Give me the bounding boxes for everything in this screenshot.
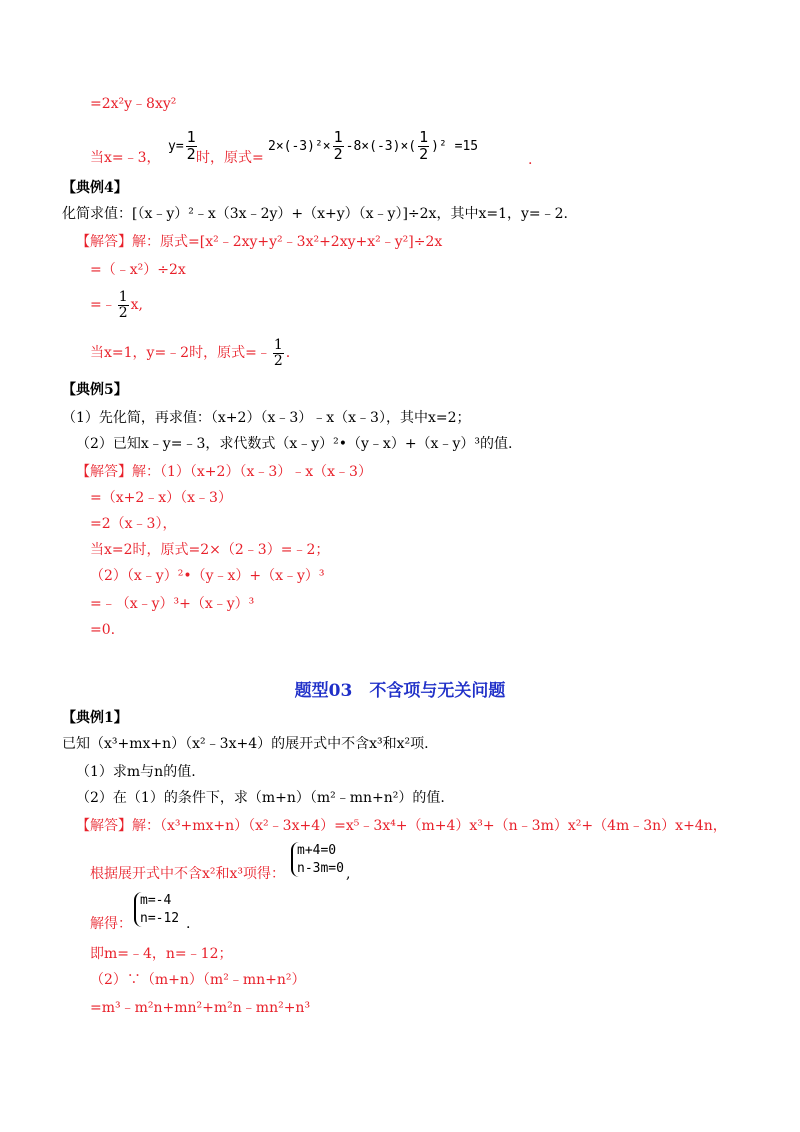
y-value-expression — [168, 130, 199, 163]
example-5-answer-line: =2（x﹣3）， — [90, 516, 177, 532]
comma: , — [346, 866, 351, 882]
example-4-heading: 【典例4】 — [62, 180, 128, 196]
example-5-heading: 【典例5】 — [62, 382, 128, 398]
example-1-question: 已知（x³+mx+n）（x²﹣3x+4）的展开式中不含x³和x²项. — [62, 736, 429, 752]
example-1-answer-line: 根据展开式中不含x²和x³项得： — [90, 866, 286, 882]
example-4-answer-line: =（﹣x²）÷2x — [90, 262, 186, 278]
system-equation: n=-12 — [140, 910, 180, 926]
example-5-answer-line: 【解答】解：（1）（x+2）（x﹣3）﹣x（x﹣3） — [76, 464, 372, 480]
example-1-answer-line: 解得： — [90, 916, 132, 932]
fraction-one-half: $\frac{1}{2}$ — [118, 289, 128, 321]
example-4-answer-line — [90, 290, 143, 320]
fraction-one-half: $\frac{1}{2}$ — [186, 128, 196, 163]
system-equation: m=-4 — [140, 893, 172, 908]
substitution-condition: 当x=﹣3， — [90, 150, 161, 166]
example-5-question-2: （2）已知x﹣y=﹣3，求代数式（x﹣y）²•（y﹣x）+（x﹣y）³的值. — [76, 436, 513, 452]
example-1-subquestion-1: （1）求m与n的值. — [76, 764, 196, 780]
eval-part-2: -8×(-3)×( — [345, 138, 417, 154]
evaluation-expression — [268, 130, 478, 163]
fraction-one-half: $\frac{1}{2}$ — [419, 128, 429, 163]
period: . — [186, 916, 191, 932]
equation-system-2 — [134, 892, 179, 927]
example-5-question-1: （1）先化简，再求值：（x+2）（x﹣3）﹣x（x﹣3），其中x=2； — [62, 410, 471, 426]
result-text: 当x=1，y=﹣2时，原式=﹣ — [90, 345, 271, 362]
neg-sign: =﹣ — [90, 297, 116, 314]
example-1-heading: 【典例1】 — [62, 710, 128, 726]
example-1-answer-line: 【解答】解：（x³+mx+n）（x²﹣3x+4）=x⁵﹣3x⁴+（m+4）x³+（n﹣3m）x²+（4m﹣3n）x+4n， — [76, 818, 727, 834]
section-title: 题型03 不含项与无关问题 — [294, 681, 506, 701]
example-4-answer-line: 【解答】解：原式=[x²﹣2xy+y²﹣3x²+2xy+x²﹣y²]÷2x — [76, 234, 443, 250]
example-5-answer-line: =﹣（x﹣y）³+（x﹣y）³ — [90, 596, 255, 612]
example-4-answer-line — [90, 338, 290, 368]
example-5-answer-line: =0. — [90, 622, 116, 638]
system-equation: n-3m=0 — [297, 860, 344, 876]
y-equals: y= — [168, 138, 184, 154]
example-5-answer-line: （2）（x﹣y）²•（y﹣x）+（x﹣y）³ — [90, 568, 325, 584]
example-1-answer-line: （2）∵（m+n）（m²﹣mn+n²） — [90, 972, 306, 988]
period: . — [285, 345, 291, 362]
eval-part-1: 2×(-3)²× — [268, 138, 331, 154]
fraction-one-half: $\frac{1}{2}$ — [333, 128, 343, 163]
example-1-answer-line: =m³﹣m²n+mn²+m²n﹣mn²+n³ — [90, 1000, 311, 1016]
step-line: =2x²y﹣8xy² — [90, 96, 177, 112]
example-5-answer-line: =（x+2﹣x）（x﹣3） — [90, 490, 232, 506]
period: . — [528, 152, 533, 168]
example-1-answer-line: 即m=﹣4，n=﹣12； — [90, 946, 233, 962]
system-equation: m+4=0 — [297, 843, 337, 858]
example-4-question: 化简求值：[（x﹣y）²﹣x（3x﹣2y）+（x+y）（x﹣y）]÷2x，其中x=1，y=﹣2. — [62, 206, 568, 222]
equation-system-1 — [291, 842, 344, 877]
eval-part-3: )² =15 — [431, 138, 479, 154]
fraction-one-half: $\frac{1}{2}$ — [273, 337, 283, 369]
substitution-tail: 时，原式= — [196, 150, 264, 166]
example-5-answer-line: 当x=2时，原式=2×（2﹣3）=﹣2； — [90, 542, 330, 558]
x-tail: x, — [130, 297, 144, 314]
example-1-subquestion-2: （2）在（1）的条件下，求（m+n）（m²﹣mn+n²）的值. — [76, 790, 445, 806]
